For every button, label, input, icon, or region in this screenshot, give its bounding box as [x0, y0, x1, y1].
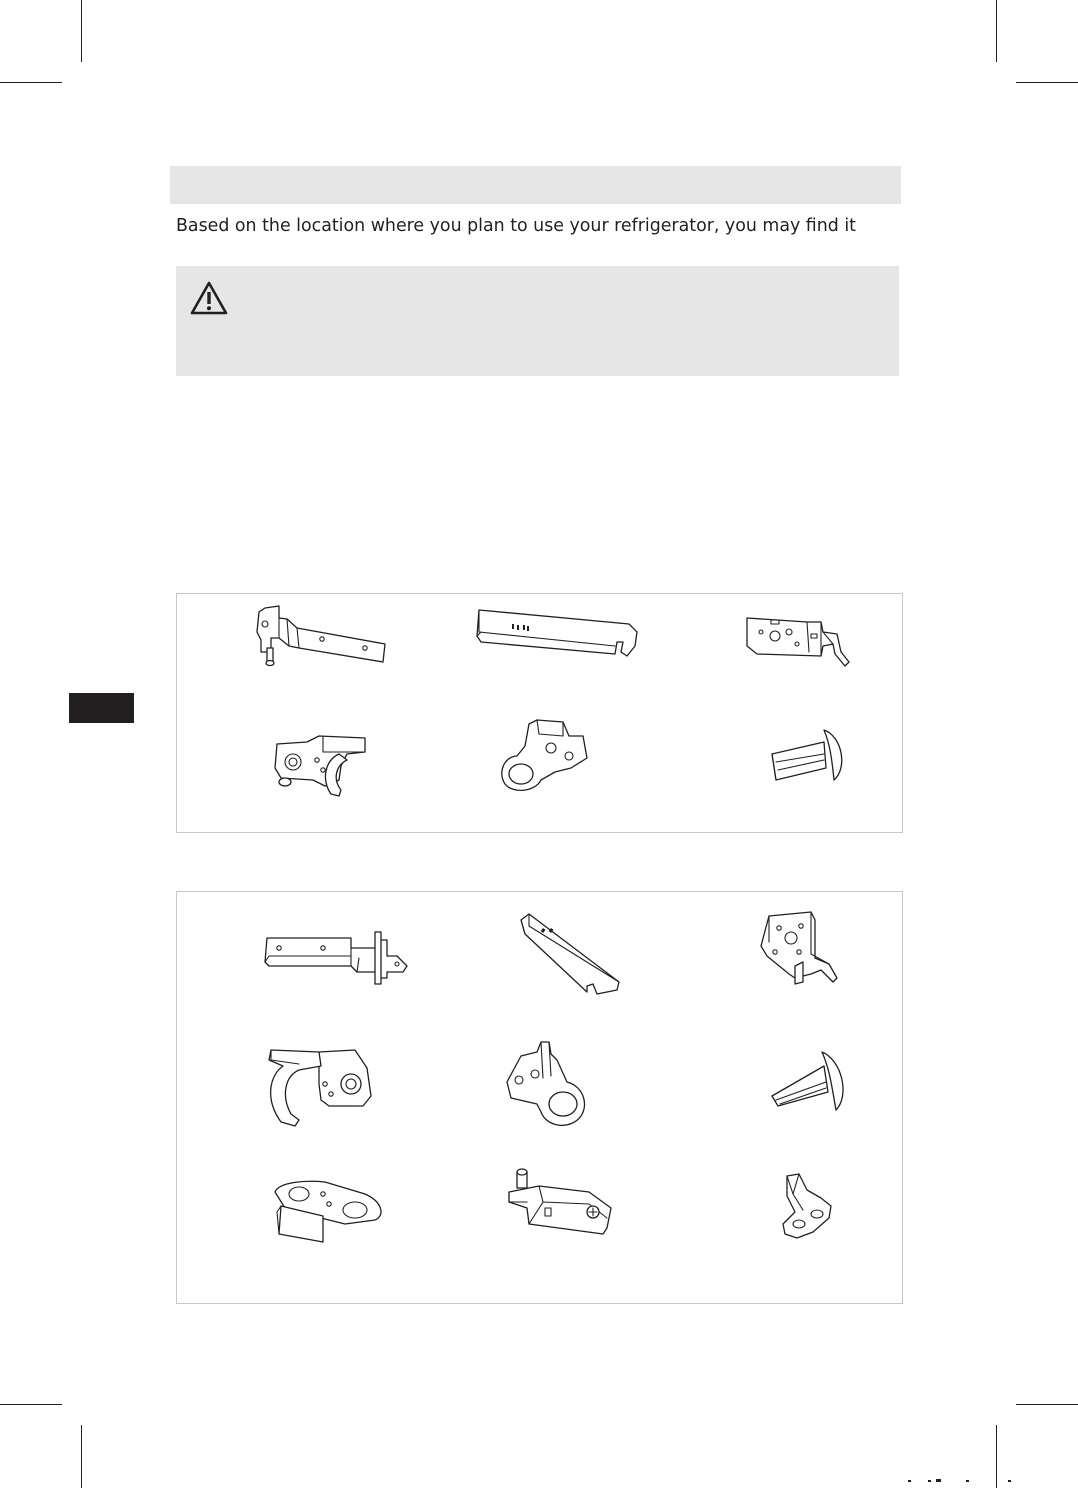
crop-mark — [0, 82, 62, 83]
parts-set-2 — [176, 891, 903, 1304]
plastic-rivet-icon — [762, 1042, 852, 1122]
middle-hinge-icon — [749, 902, 849, 1002]
parts-set-1 — [176, 593, 903, 833]
foot-bracket-icon — [773, 1170, 843, 1246]
hinge-washer-plate-icon — [497, 1032, 597, 1132]
crop-mark — [81, 1425, 82, 1488]
warning-box — [176, 266, 899, 376]
hinge-washer-plate-icon — [495, 712, 595, 802]
hinge-bushing-plate-icon — [265, 1172, 395, 1252]
plastic-rivet-icon — [762, 722, 852, 792]
registration-marks — [906, 1478, 1016, 1486]
upper-hinge-icon — [247, 926, 417, 986]
door-stopper-icon — [259, 1040, 379, 1140]
language-side-tab — [69, 693, 134, 723]
crop-mark — [81, 0, 82, 62]
section-heading-bar — [170, 166, 901, 204]
hinge-plate-icon — [507, 904, 627, 1004]
hinge-plate-icon — [467, 602, 647, 664]
middle-hinge-icon — [737, 604, 867, 674]
upper-hinge-icon — [247, 602, 397, 672]
crop-mark — [0, 1404, 62, 1405]
door-stopper-icon — [267, 726, 377, 806]
crop-mark — [1016, 82, 1078, 83]
intro-text: Based on the location where you plan to use your refrigerator, you may find it — [176, 216, 857, 236]
crop-mark — [1016, 1404, 1078, 1405]
lower-hinge-bracket-icon — [499, 1168, 629, 1248]
warning-triangle-icon — [189, 280, 229, 316]
crop-mark — [996, 0, 997, 62]
